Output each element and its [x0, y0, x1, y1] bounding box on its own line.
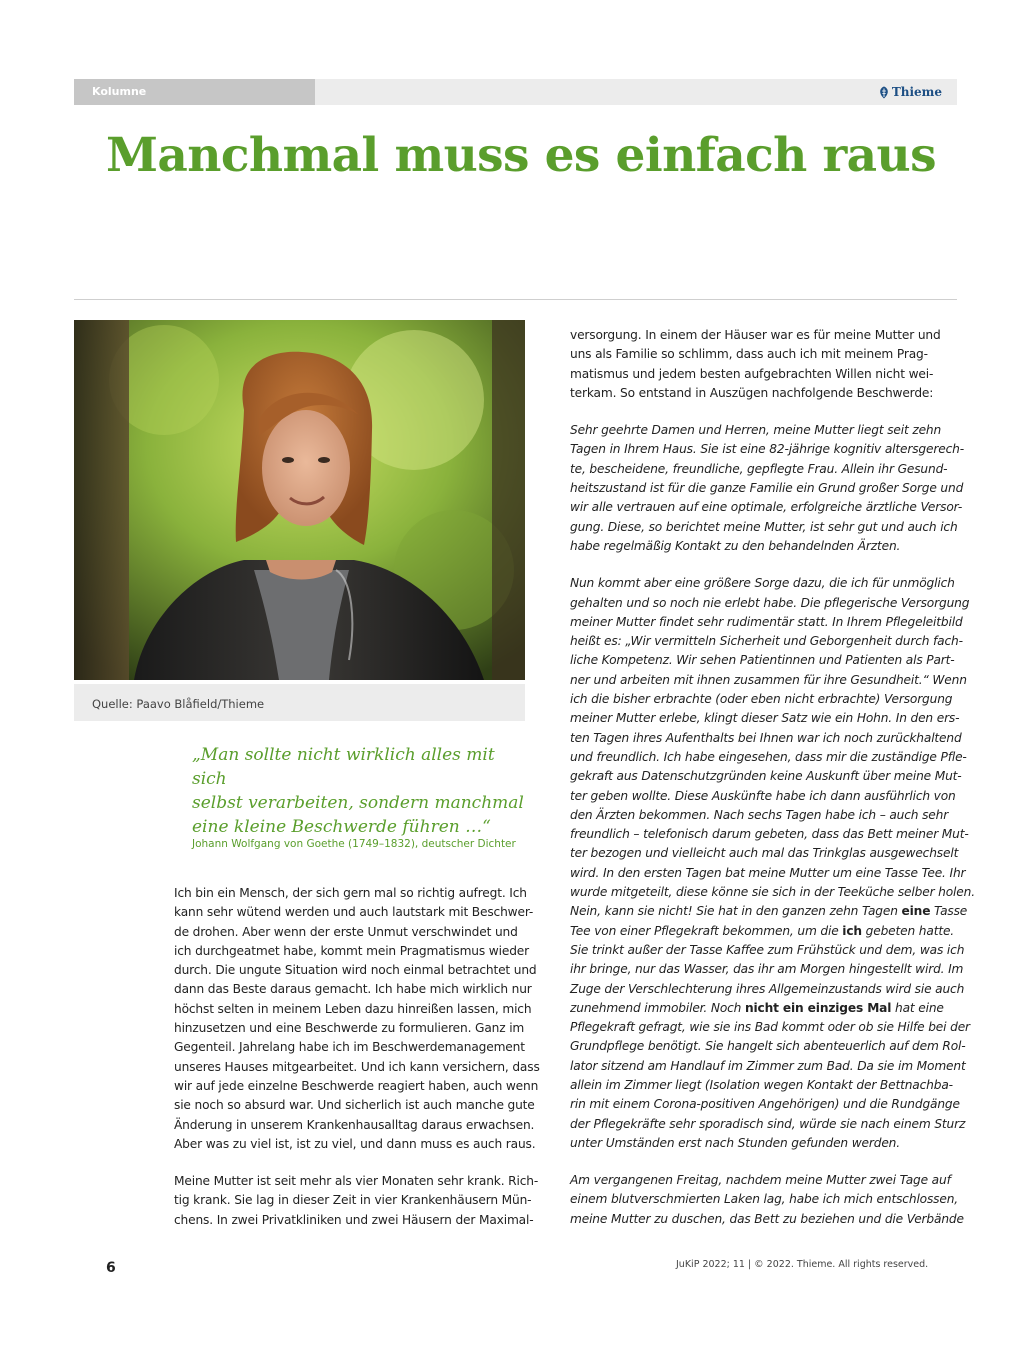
letter-line: ner und arbeiten mit ihnen zusammen für ihre Gesundheit.“ Wenn — [570, 672, 967, 687]
letter-line: Nun kommt aber eine größere Sorge dazu, die ich für unmöglich — [570, 576, 955, 591]
letter-line: wurde mitgeteilt, diese könne sie sich in der Teeküche selber holen. — [570, 885, 975, 900]
text-line: Meine Mutter ist seit mehr als vier Monaten sehr krank. Rich- — [174, 1174, 539, 1189]
text-line: chens. In zwei Privatkliniken und zwei Häusern der Maximal- — [174, 1212, 534, 1227]
letter-line: ten Tagen ihres Aufenthalts bei Ihnen war ich noch zurückhaltend — [570, 730, 962, 745]
body-column-left — [174, 884, 540, 1230]
paragraph-gap — [570, 403, 922, 421]
page-number: 6 — [106, 1260, 116, 1276]
text-line: Ich bin ein Mensch, der sich gern mal so richtig aufregt. Ich — [174, 886, 527, 900]
letter-line: habe regelmäßig Kontakt zu den behandelnden Ärzten. — [570, 538, 901, 553]
pull-quote — [192, 743, 532, 839]
pull-quote-line: eine kleine Beschwerde führen …“ — [192, 817, 491, 837]
letter-line: Sie trinkt außer der Tasse Kaffee zum Frühstück und dem, was ich — [570, 942, 965, 957]
text-line: Gegenteil. Jahrelang habe ich im Beschwerdemanagement — [174, 1040, 525, 1055]
letter-line: Pflegekraft gefragt, wie sie ins Bad kommt oder ob sie Hilfe bei der — [570, 1020, 970, 1035]
letter-text: Tee von einer Pflegekraft bekommen, um die — [570, 923, 843, 938]
emphasis: ich — [842, 923, 862, 938]
author-photo — [74, 320, 525, 680]
text-line: Aber was zu viel ist, ist zu viel, und dann muss es auch raus. — [174, 1136, 536, 1151]
text-line: sie noch so absurd war. Und sicherlich ist auch manche gute — [174, 1098, 535, 1113]
text-line: unseres Hauses mitgearbeitet. Und ich kann versichern, dass — [174, 1059, 540, 1074]
text-line: matismus und jedem besten aufgebrachten Willen nicht wei- — [570, 366, 934, 381]
text-line: versorgung. In einem der Häuser war es für meine Mutter und — [570, 328, 941, 342]
letter-line: der Pflegekräfte sehr sporadisch sind, würde sie nach einem Sturz — [570, 1116, 966, 1131]
pull-quote-line: selbst verarbeiten, sondern manchmal — [192, 793, 524, 813]
thieme-logo-icon — [879, 86, 889, 99]
letter-line: gung. Diese, so berichtet meine Mutter, ist sehr gut und auch ich — [570, 519, 958, 534]
letter-line: Sehr geehrte Damen und Herren, meine Mutter liegt seit zehn — [570, 423, 942, 438]
brand-logo[interactable] — [879, 79, 942, 105]
text-line: tig krank. Sie lag in dieser Zeit in vier Krankenhäusern Mün- — [174, 1193, 532, 1208]
letter-line: ich die bisher erbrachte (oder eben nicht erbrachte) Versorgung — [570, 692, 953, 707]
letter-line: ter geben wollte. Diese Auskünfte habe ich dann ausführlich von — [570, 788, 956, 803]
paragraph-gap — [570, 1153, 922, 1171]
letter-line: rin mit einem Corona-positiven Angehörigen) und die Rundgänge — [570, 1097, 960, 1112]
letter-text: Nein, kann sie nicht! Sie hat in den ganzen zehn Tagen — [570, 904, 902, 919]
text-line: uns als Familie so schlimm, dass auch ich mit meinem Prag- — [570, 347, 928, 362]
letter-line: Am vergangenen Freitag, nachdem meine Mutter zwei Tage auf — [570, 1173, 951, 1188]
letter-line: meine Mutter zu duschen, das Bett zu beziehen und die Verbände — [570, 1211, 964, 1226]
text-line: höchst selten in meinem Leben dazu hinreißen lassen, mich — [174, 1001, 532, 1016]
letter-line: heißt es: „Wir vermitteln Sicherheit und Geborgenheit durch fach- — [570, 634, 963, 649]
emphasis: nicht ein einziges Mal — [744, 1000, 892, 1015]
text-line: durch. Die ungute Situation wird noch einmal betrachtet und — [174, 963, 537, 978]
emphasis: eine — [901, 904, 931, 919]
text-line: hinzusetzen und eine Beschwerde zu formulieren. Ganz im — [174, 1021, 525, 1036]
title-divider — [74, 299, 957, 300]
letter-line: meiner Mutter findet sehr rudimentär statt. In Ihrem Pflegeleitbild — [570, 614, 963, 629]
body-column-right — [570, 326, 975, 1229]
footer-citation: JuKiP 2022; 11 | © 2022. Thieme. All rights reserved. — [676, 1259, 929, 1270]
letter-line: Tagen in Ihrem Haus. Sie ist eine 82-jährige kognitiv altersgerech- — [570, 442, 964, 457]
text-line: de drohen. Aber wenn der erste Unmut verschwindet und — [174, 924, 518, 939]
letter-text: zunehmend immobiler. Noch — [570, 1000, 745, 1015]
paragraph-gap — [174, 1154, 526, 1172]
text-line: kann sehr wütend werden und auch lautstark mit Beschwer- — [174, 905, 534, 920]
letter-line: ter bezogen und vielleicht auch mal das Trinkglas ausgewechselt — [570, 846, 959, 861]
letter-line: einem blutverschmierten Laken lag, habe ich mich entschlossen, — [570, 1192, 959, 1207]
letter-line: Grundpflege benötigt. Sie hangelt sich abenteuerlich auf dem Rol- — [570, 1039, 966, 1054]
letter-line: gehalten und so noch nie erlebt habe. Die pflegerische Versorgung — [570, 595, 970, 610]
letter-text: Tasse — [930, 904, 968, 919]
letter-line: wir alle vertrauen auf eine optimale, erfolgreiche ärztliche Versor- — [570, 500, 963, 515]
letter-line: den Ärzten bekommen. Nach sechs Tagen habe ich – auch sehr — [570, 807, 949, 822]
letter-line: liche Kompetenz. Wir sehen Patientinnen und Patienten als Part- — [570, 653, 955, 668]
pull-quote-line: „Man sollte nicht wirklich alles mit sich — [192, 745, 495, 789]
text-line: terkam. So entstand in Auszügen nachfolgende Beschwerde: — [570, 385, 934, 400]
letter-line: allein im Zimmer liegt (Isolation wegen Kontakt der Bettnachba- — [570, 1077, 953, 1092]
quote-attribution: Johann Wolfgang von Goethe (1749–1832), deutscher Dichter — [192, 838, 516, 850]
text-line: Änderung in unserem Krankenhausalltag daraus erwachsen. — [174, 1117, 535, 1132]
letter-text: hat eine — [891, 1000, 944, 1015]
letter-line: meiner Mutter erlebe, klingt dieser Satz wie ein Hohn. In den ers- — [570, 711, 960, 726]
letter-line: gekraft aus Datenschutzgründen keine Auskunft über meine Mut- — [570, 769, 962, 784]
letter-line: heitszustand ist für die ganze Familie ein Grund großer Sorge und — [570, 481, 964, 496]
letter-line: lator sitzend am Handlauf im Zimmer zum Bad. Da sie im Moment — [570, 1058, 966, 1073]
letter-line — [570, 999, 944, 1018]
paragraph-gap — [570, 556, 922, 574]
letter-line: Zuge der Verschlechterung ihres Allgemeinzustands wird sie auch — [570, 981, 965, 996]
letter-line: te, bescheidene, freundliche, gepflegte Frau. Allein ihr Gesund- — [570, 461, 948, 476]
letter-line — [570, 902, 968, 921]
letter-line: freundlich – telefonisch darum gebeten, dass das Bett meiner Mut- — [570, 827, 969, 842]
text-line: wir auf jede einzelne Beschwerde reagiert haben, auch wenn — [174, 1078, 539, 1093]
article-title: Manchmal muss es einfach raus — [106, 128, 936, 183]
brand-name: Thieme — [891, 85, 942, 99]
letter-line: und freundlich. Ich habe eingesehen, dass mir die zuständige Pfle- — [570, 749, 967, 764]
letter-line: wird. In den ersten Tagen bat meine Mutter um eine Tasse Tee. Ihr — [570, 865, 966, 880]
letter-line: unter Umständen erst nach Stunden gefunden werden. — [570, 1135, 900, 1150]
letter-text: gebeten hatte. — [861, 923, 955, 938]
section-header-bar — [74, 79, 957, 105]
text-line: ich durchgeatmet habe, kommt mein Pragmatismus wieder — [174, 943, 529, 958]
letter-line: ihr bringe, nur das Wasser, das ihr am Morgen hingestellt wird. Im — [570, 962, 964, 977]
section-label: Kolumne — [74, 79, 315, 105]
text-line: dann das Beste daraus gemacht. Ich habe mich wirklich nur — [174, 982, 532, 997]
letter-line — [570, 922, 955, 941]
photo-caption: Quelle: Paavo Blåfield/Thieme — [74, 684, 525, 721]
